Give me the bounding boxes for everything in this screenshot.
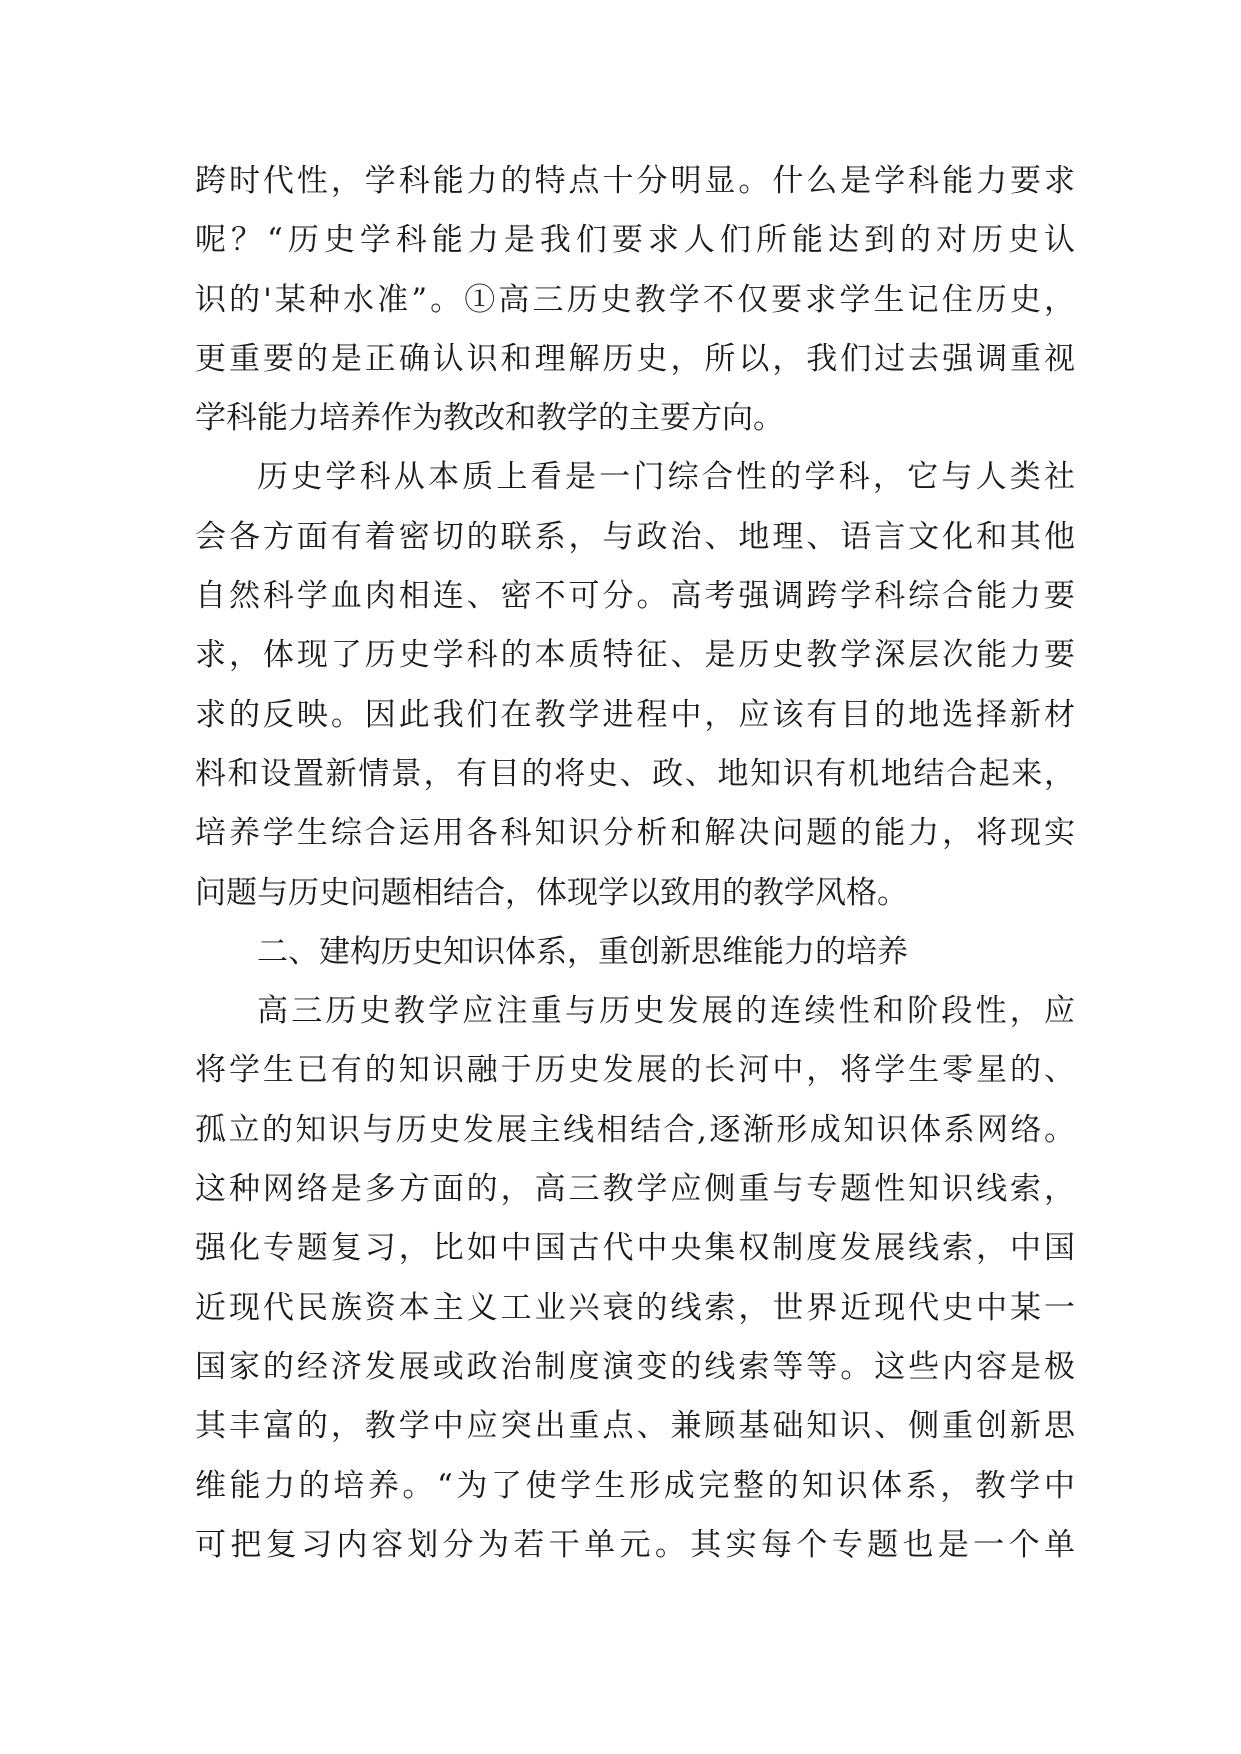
text-line: 跨时代性，学科能力的特点十分明显。什么是学科能力要求 — [195, 163, 1075, 199]
text-line: 更重要的是正确认识和理解历史，所以，我们过去强调重视 — [195, 340, 1075, 377]
text-line: 将学生已有的知识融于历史发展的长河中，将学生零星的、 — [195, 1052, 1075, 1089]
text-line: 国家的经济发展或政治制度演变的线索等等。这些内容是极 — [195, 1348, 1075, 1385]
text-line: 近现代民族资本主义工业兴衰的线索，世界近现代史中某一 — [195, 1289, 1075, 1326]
text-line: 求，体现了历史学科的本质特征、是历史教学深层次能力要 — [195, 637, 1075, 674]
text-line: 二、建构历史知识体系，重创新思维能力的培养 — [257, 933, 908, 970]
text-line: 这种网络是多方面的，高三教学应侧重与专题性知识线索， — [195, 1171, 1075, 1208]
text-line: 其丰富的，教学中应突出重点、兼顾基础知识、侧重创新思 — [195, 1408, 1075, 1445]
text-line: 问题与历史问题相结合，体现学以致用的教学风格。 — [195, 874, 908, 911]
text-line: 培养学生综合运用各科知识分析和解决问题的能力，将现实 — [195, 815, 1075, 852]
text-line: 求的反映。因此我们在教学进程中，应该有目的地选择新材 — [195, 696, 1075, 733]
text-line: 会各方面有着密切的联系，与政治、地理、语言文化和其他 — [195, 518, 1075, 555]
text-line: 料和设置新情景，有目的将史、政、地知识有机地结合起来， — [195, 755, 1075, 792]
text-line: 学科能力培养作为教改和教学的主要方向。 — [195, 400, 784, 437]
text-line: 可把复习内容划分为若干单元。其实每个专题也是一个单 — [195, 1526, 1075, 1563]
text-line: 孤立的知识与历史发展主线相结合,逐渐形成知识体系网络。 — [195, 1111, 1075, 1148]
body-text — [195, 152, 1075, 1575]
text-line: 高三历史教学应注重与历史发展的连续性和阶段性，应 — [257, 993, 1075, 1030]
text-line: 识的'某种水准”。①高三历史教学不仅要求学生记住历史， — [195, 281, 1075, 318]
text-line: 强化专题复习，比如中国古代中央集权制度发展线索，中国 — [195, 1230, 1075, 1267]
text-line: 自然科学血肉相连、密不可分。高考强调跨学科综合能力要 — [195, 578, 1075, 615]
text-line: 呢？“历史学科能力是我们要求人们所能达到的对历史认 — [195, 222, 1075, 259]
text-line: 历史学科从本质上看是一门综合性的学科，它与人类社 — [257, 459, 1075, 496]
text-line: 维能力的培养。“为了使学生形成完整的知识体系，教学中 — [195, 1467, 1075, 1504]
